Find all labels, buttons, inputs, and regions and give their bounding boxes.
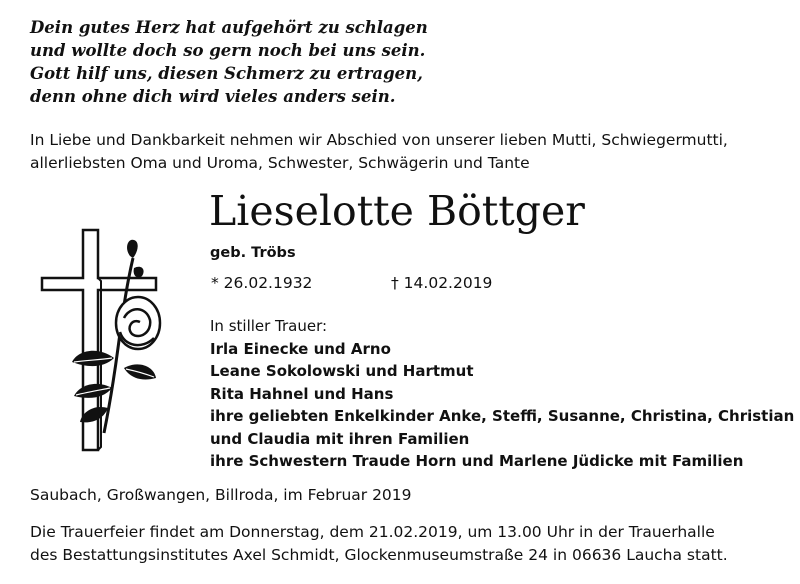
mourner-line: Rita Hahnel und Hans bbox=[210, 384, 394, 403]
poem-line: Gott hilf uns, diesen Schmerz zu ertragen, bbox=[30, 64, 423, 83]
intro-line: allerliebsten Oma und Uroma, Schwester, Schwägerin und Tante bbox=[30, 154, 530, 172]
mourner-line: und Claudia mit ihren Familien bbox=[210, 429, 470, 448]
poem-line: und wollte doch so gern noch bei uns sein. bbox=[30, 41, 426, 60]
place-and-date: Saubach, Großwangen, Billroda, im Februar 2019 bbox=[30, 486, 412, 504]
birth-date: * 26.02.1932 bbox=[211, 274, 313, 292]
mourners-list bbox=[210, 315, 795, 473]
cross-with-rose-icon bbox=[38, 228, 168, 458]
service-line: Die Trauerfeier findet am Donnerstag, dem 21.02.2019, um 13.00 Uhr in der Trauerhalle bbox=[30, 523, 715, 541]
intro-line: In Liebe und Dankbarkeit nehmen wir Abschied von unserer lieben Mutti, Schwiegermutti, bbox=[30, 131, 728, 149]
intro-text bbox=[30, 129, 790, 175]
mourner-line: ihre Schwestern Traude Horn und Marlene Jüdicke mit Familien bbox=[210, 452, 744, 470]
poem bbox=[30, 16, 550, 108]
poem-line: Dein gutes Herz hat aufgehört zu schlagen bbox=[30, 18, 428, 37]
poem-line: denn ohne dich wird vieles anders sein. bbox=[30, 87, 396, 106]
service-line: des Bestattungsinstitutes Axel Schmidt, Glockenmuseumstraße 24 in 06636 Laucha statt. bbox=[30, 546, 728, 564]
mourning-label: In stiller Trauer: bbox=[210, 317, 328, 335]
mourner-line: Leane Sokolowski und Hartmut bbox=[210, 362, 474, 380]
mourner-line: Irla Einecke und Arno bbox=[210, 339, 391, 358]
death-date: † 14.02.2019 bbox=[391, 274, 493, 292]
birth-name: geb. Tröbs bbox=[210, 245, 296, 261]
funeral-service-info bbox=[30, 521, 790, 567]
deceased-name: Lieselotte Böttger bbox=[209, 187, 585, 235]
mourner-line: ihre geliebten Enkelkinder Anke, Steffi, Susanne, Christina, Christian bbox=[210, 407, 795, 425]
